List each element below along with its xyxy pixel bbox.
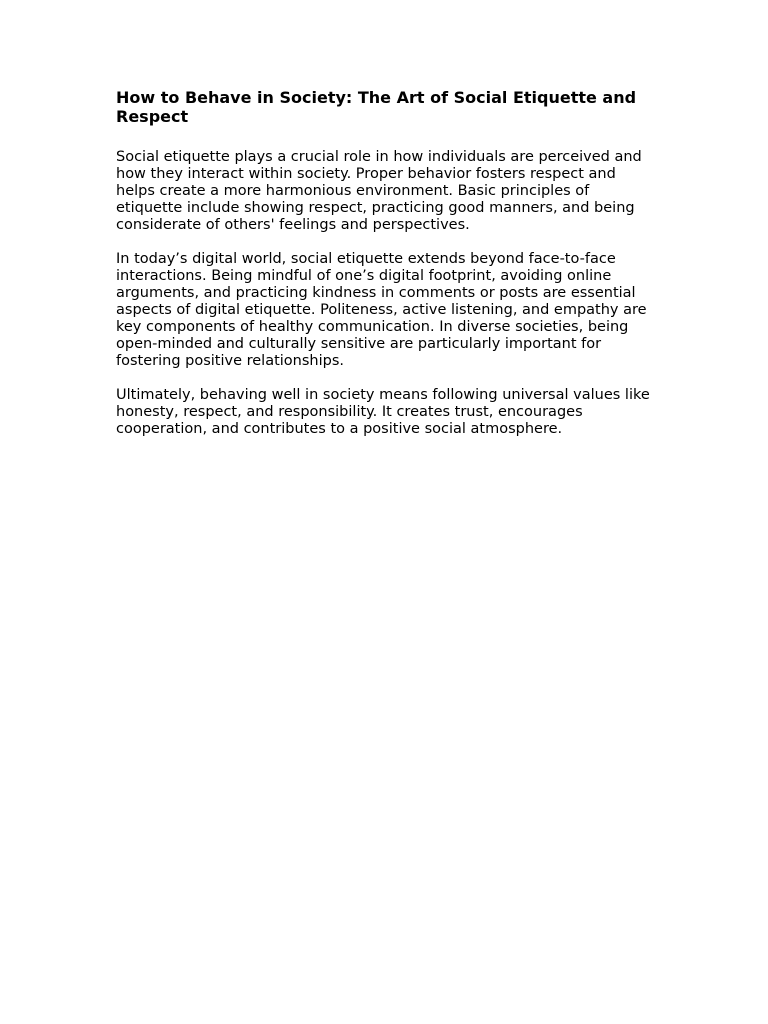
paragraph-intro: Social etiquette plays a crucial role in how individuals are perceived and how they interact within society. Proper behavior fosters respect and helps create a more harmonious environment. Basic principles of etiquette include showing respect, practicing good manners, and being considerate of others' feelings and perspectives. — [116, 149, 642, 233]
document-page — [116, 88, 656, 455]
paragraph-digital-etiquette: In today’s digital world, social etiquette extends beyond face-to-face interactions. Being mindful of one’s digital footprint, avoiding online arguments, and practicing kindness in comments or posts are essential aspects of digital etiquette. Politeness, active listening, and empathy are key components of healthy communication. In diverse societies, being open-minded and culturally sensitive are particularly important for fostering positive relationships. — [116, 251, 647, 369]
paragraph-conclusion: Ultimately, behaving well in society means following universal values like honesty, respect, and responsibility. It creates trust, encourages cooperation, and contributes to a positive social atmosphere. — [116, 387, 650, 437]
document-title: How to Behave in Society: The Art of Social Etiquette and Respect — [116, 88, 637, 126]
